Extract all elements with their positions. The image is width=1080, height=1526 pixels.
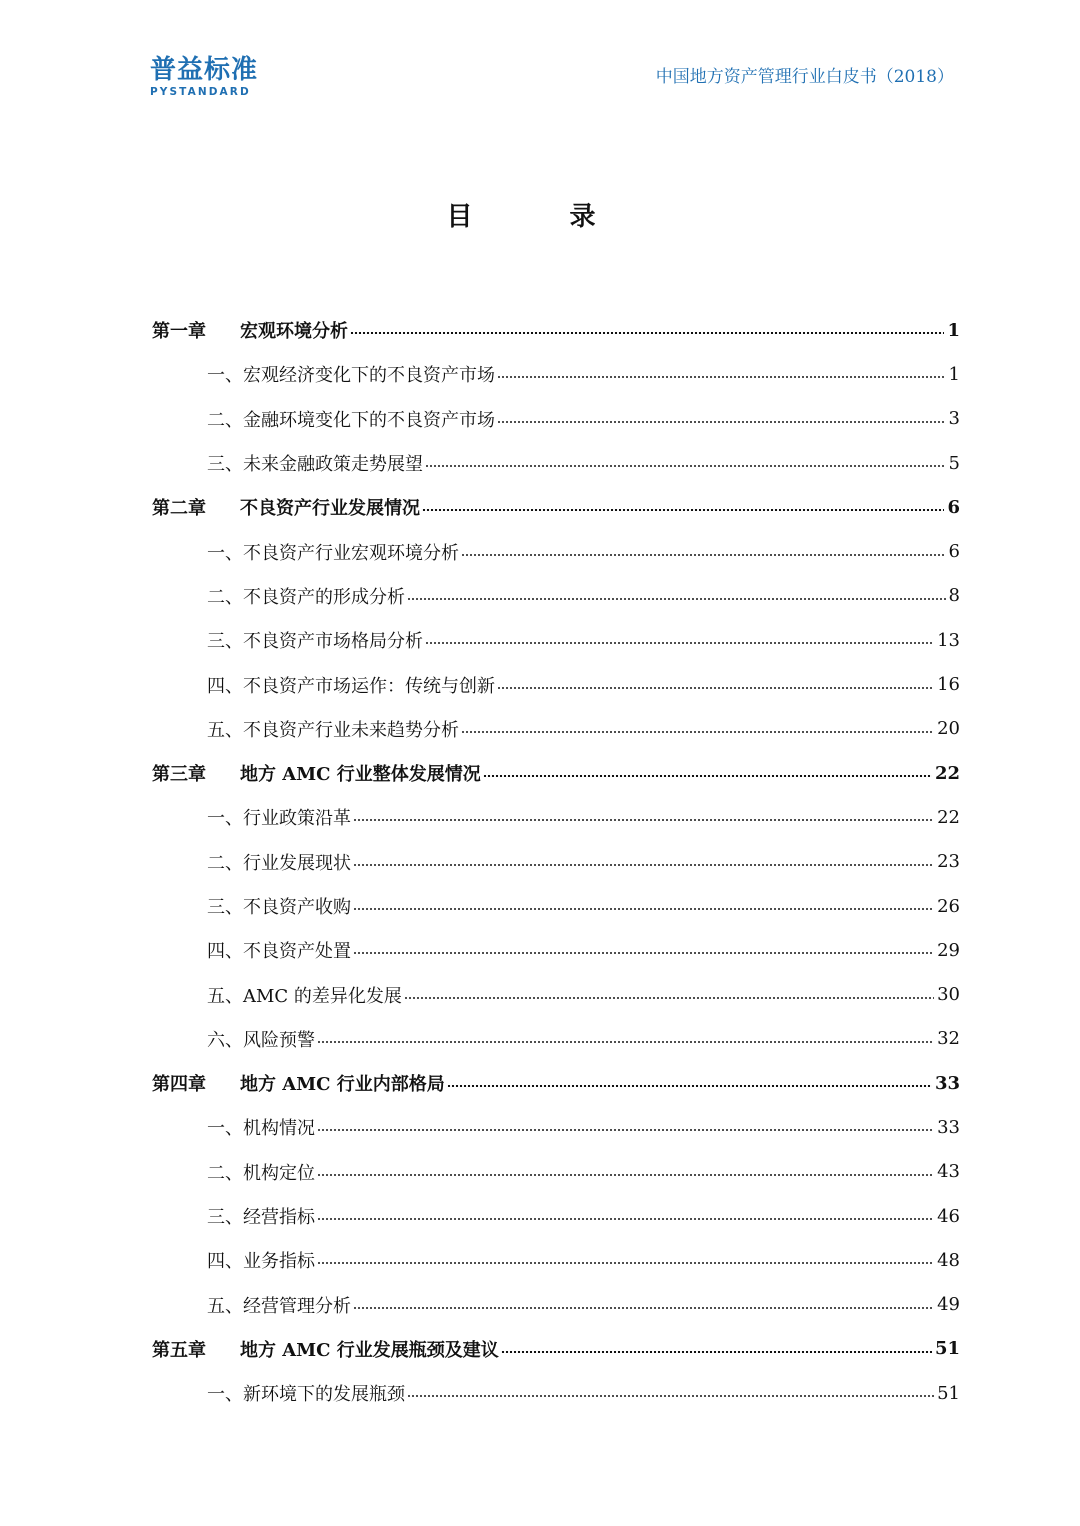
toc-chapter-number: 第三章 xyxy=(152,764,206,786)
toc-entry-label xyxy=(152,760,481,786)
toc-entry-label: 五、AMC 的差异化发展 xyxy=(207,985,402,1007)
toc-entry-label: 四、业务指标 xyxy=(207,1251,315,1273)
toc-dot-leader xyxy=(497,376,946,378)
toc-page-number: 43 xyxy=(937,1161,960,1183)
toc-dot-leader xyxy=(317,1262,934,1264)
toc-page-number: 49 xyxy=(937,1294,960,1316)
toc-dot-leader xyxy=(353,952,934,954)
toc-entry-label xyxy=(152,494,420,520)
toc-page-number: 16 xyxy=(937,674,960,696)
toc-chapter-entry[interactable] xyxy=(152,751,960,795)
toc-entry-label: 三、未来金融政策走势展望 xyxy=(207,454,423,476)
toc-chapter-title: 宏观环境分析 xyxy=(240,321,348,343)
toc-entry-label: 一、宏观经济变化下的不良资产市场 xyxy=(207,365,495,387)
toc-section-entry[interactable] xyxy=(152,441,960,485)
toc-page-number: 1 xyxy=(947,319,960,341)
toc-page-number: 6 xyxy=(948,541,960,563)
toc-entry-label: 二、行业发展现状 xyxy=(207,852,351,874)
toc-chapter-title: 地方 AMC 行业整体发展情况 xyxy=(240,764,481,786)
toc-entry-label: 三、不良资产收购 xyxy=(207,897,351,918)
pystandard-logo xyxy=(150,55,280,99)
toc-dot-leader xyxy=(425,642,934,644)
toc-entry-label: 四、不良资产市场运作：传统与创新 xyxy=(207,675,495,697)
toc-page-number: 30 xyxy=(937,984,960,1006)
toc-chapter-number: 第二章 xyxy=(152,498,206,520)
toc-page-number: 22 xyxy=(934,762,960,784)
toc-page-number: 3 xyxy=(948,408,960,430)
toc-dot-leader xyxy=(353,864,934,866)
toc-section-entry[interactable] xyxy=(152,1371,960,1415)
toc-entry-label: 四、不良资产处置 xyxy=(207,941,351,963)
toc-section-entry[interactable] xyxy=(152,795,960,839)
toc-page-number: 5 xyxy=(948,452,960,474)
toc-dot-leader xyxy=(447,1085,932,1087)
toc-chapter-title: 不良资产行业发展情况 xyxy=(240,498,420,520)
toc-entry-label: 五、经营管理分析 xyxy=(207,1295,351,1317)
toc-section-entry[interactable] xyxy=(152,1238,960,1282)
toc-entry-label: 二、不良资产的形成分析 xyxy=(207,586,405,608)
toc-page-number: 23 xyxy=(937,851,960,873)
toc-dot-leader xyxy=(422,509,944,511)
toc-dot-leader xyxy=(353,1307,934,1309)
toc-section-entry[interactable] xyxy=(152,1105,960,1149)
toc-section-entry[interactable] xyxy=(152,662,960,706)
toc-page-number: 33 xyxy=(934,1072,960,1094)
document-header-title: 中国地方资产管理行业白皮书（2018） xyxy=(655,67,954,87)
toc-dot-leader xyxy=(350,332,944,334)
toc-dot-leader xyxy=(407,1395,934,1397)
toc-entry-label: 二、金融环境变化下的不良资产市场 xyxy=(207,409,495,431)
toc-entry-label xyxy=(152,1336,499,1362)
table-of-contents xyxy=(152,308,960,1415)
toc-chapter-entry[interactable] xyxy=(152,308,960,352)
toc-section-entry[interactable] xyxy=(152,884,960,928)
toc-entry-label xyxy=(152,317,348,343)
toc-chapter-number: 第四章 xyxy=(152,1074,206,1096)
toc-entry-label: 三、经营指标 xyxy=(207,1207,315,1229)
toc-dot-leader xyxy=(501,1351,932,1353)
toc-entry-label: 六、风险预警 xyxy=(207,1029,315,1051)
toc-page-number: 32 xyxy=(937,1028,960,1050)
toc-page-number: 6 xyxy=(947,496,960,518)
toc-page-number: 29 xyxy=(937,939,960,961)
toc-page-number: 26 xyxy=(937,895,960,917)
toc-entry-label: 五、不良资产行业未来趋势分析 xyxy=(207,719,459,741)
toc-dot-leader xyxy=(317,1218,934,1220)
toc-section-entry[interactable] xyxy=(152,1017,960,1061)
toc-page-number: 1 xyxy=(948,363,960,385)
toc-chapter-number: 第一章 xyxy=(152,321,206,343)
toc-dot-leader xyxy=(497,687,934,689)
toc-page-number: 51 xyxy=(934,1338,960,1360)
toc-dot-leader xyxy=(407,598,946,600)
toc-section-entry[interactable] xyxy=(152,1150,960,1194)
logo-english-name: PYSTANDARD xyxy=(150,86,251,98)
toc-section-entry[interactable] xyxy=(152,397,960,441)
toc-dot-leader xyxy=(425,465,946,467)
logo-chinese-name: 普益标准 xyxy=(150,55,259,85)
toc-entry-label: 一、机构情况 xyxy=(207,1118,315,1140)
toc-section-entry[interactable] xyxy=(152,1283,960,1327)
toc-section-entry[interactable] xyxy=(152,618,960,662)
toc-entry-label: 三、不良资产市场格局分析 xyxy=(207,631,423,653)
toc-dot-leader xyxy=(317,1129,934,1131)
toc-page-number: 22 xyxy=(937,806,960,828)
toc-dot-leader xyxy=(317,1041,934,1043)
toc-page-number: 33 xyxy=(937,1116,960,1138)
toc-section-entry[interactable] xyxy=(152,352,960,396)
toc-section-entry[interactable] xyxy=(152,574,960,618)
toc-page-number: 51 xyxy=(937,1382,960,1404)
toc-section-entry[interactable] xyxy=(152,707,960,751)
toc-page-number: 20 xyxy=(937,718,960,740)
toc-entry-label: 一、行业政策沿革 xyxy=(207,808,351,830)
toc-section-entry[interactable] xyxy=(152,972,960,1016)
toc-page-number: 46 xyxy=(937,1205,960,1227)
toc-dot-leader xyxy=(461,731,934,733)
toc-page-number: 48 xyxy=(937,1249,960,1271)
toc-section-entry[interactable] xyxy=(152,840,960,884)
toc-page-number: 8 xyxy=(948,585,960,607)
toc-entry-label: 一、新环境下的发展瓶颈 xyxy=(207,1384,405,1406)
toc-dot-leader xyxy=(497,421,946,423)
toc-entry-label: 一、不良资产行业宏观环境分析 xyxy=(207,542,459,564)
toc-entry-label: 二、机构定位 xyxy=(207,1162,315,1184)
toc-page-number: 13 xyxy=(937,629,960,651)
toc-dot-leader xyxy=(483,775,932,777)
toc-chapter-entry[interactable] xyxy=(152,485,960,529)
toc-section-entry[interactable] xyxy=(152,529,960,573)
toc-dot-leader xyxy=(317,1174,934,1176)
toc-chapter-number: 第五章 xyxy=(152,1339,206,1361)
toc-section-entry[interactable] xyxy=(152,928,960,972)
toc-chapter-title: 地方 AMC 行业内部格局 xyxy=(240,1074,445,1096)
toc-dot-leader xyxy=(353,908,934,910)
toc-dot-leader xyxy=(404,997,934,999)
toc-entry-label xyxy=(152,1070,445,1096)
page-title: 目 录 xyxy=(446,202,640,232)
toc-dot-leader xyxy=(461,554,946,556)
toc-chapter-title: 地方 AMC 行业发展瓶颈及建议 xyxy=(240,1339,499,1361)
toc-dot-leader xyxy=(353,819,934,821)
toc-chapter-entry[interactable] xyxy=(152,1061,960,1105)
toc-section-entry[interactable] xyxy=(152,1194,960,1238)
toc-chapter-entry[interactable] xyxy=(152,1327,960,1371)
